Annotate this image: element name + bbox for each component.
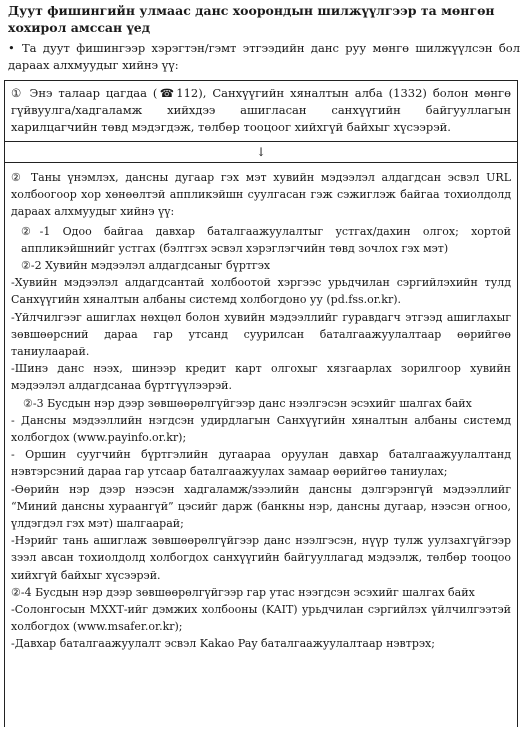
list-item: - Оршин суугчийн бүртгэлийн дугаараа оруулан давхар баталгаажуулалтанд нэвтэрсэний дараа гар утсаар баталгаажуулах замаар өөрийгөө таниулах; — [11, 448, 511, 479]
down-arrow-icon: ↓ — [4, 142, 518, 162]
page-title: Дуут фишингийн улмаас данс хоорондын шилжүүлгээр та мөнгөн хохирол амссан үед — [8, 3, 495, 35]
intro-text: Та дуут фишингээр хэрэгтэн/гэмт этгээдийн данс руу мөнгө шилжүүлсэн бол дараах алхмуудыг хийнэ үү: — [8, 41, 520, 72]
step1-text: ① Энэ талаар цагдаа (☎112), Санхүүгийн хяналтын алба (1332) болон мөнгө гүйвуулга/хадгаламж хийхдээ ашигласан санхүүгийн байгууллагын харилцагчийн төвд мэдэгдэж, төлбөр тооцоог хийхгүй байхыг хүсээрэй. — [11, 86, 511, 134]
intro-paragraph — [8, 40, 520, 74]
step2-1-heading: ②-1 Одоо байгаа давхар баталгаажуулалтыг устгах/дахин олгох; хортой аппликэйшнийг устгах (бэлтгэх эсвэл хэрэглэгчийн төвд зочлох гэх мэт) — [21, 224, 511, 255]
bullet-icon: • — [8, 41, 15, 55]
list-item: -Нэрийг тань ашиглаж зөвшөөрөлгүйгээр данс нээлгэсэн, нүүр тулж уулзахгүйгээр зээл авсан тохиолдолд холбогдох санхүүгийн байгууллагад мэдээлж, төлбөр тооцоо хийхгүй байхыг хүсээрэй. — [11, 534, 511, 582]
step2-2-heading: ②-2 Хувийн мэдээлэл алдагдсаныг бүртгэх — [21, 259, 271, 273]
list-item: - Дансны мэдээллийн нэгдсэн удирдлагын Санхүүгийн хяналтын албаны системд холбогдох (www.payinfo.or.kr); — [11, 413, 511, 445]
list-item: -Хувийн мэдээлэл алдагдсантай холбоотой хэргээс урьдчилан сэргийлэхийн тулд Санхүүгийн хяналтын албаны системд холбогдоно уу (pd.fss.or.kr). — [11, 276, 511, 307]
step1-box — [4, 80, 518, 142]
step2-intro: ② Таны үнэмлэх, дансны дугаар гэх мэт хувийн мэдээлэл алдагдсан эсвэл URL холбоогоор хор хөнөөлтэй аппликэйшн суулгасан гэж сэжиглэж байгаа тохиолдолд дараах алхмуудыг хийнэ үү: — [11, 171, 511, 219]
list-item: -Давхар баталгаажуулалт эсвэл Kakao Pay баталгаажуулалтаар нэвтрэх; — [11, 637, 435, 651]
list-item: -Шинэ данс нээх, шинээр кредит карт олгохыг хязгаарлах зорилгоор хувийн мэдээлэл алдагдсанаа бүртгүүлээрэй. — [11, 362, 511, 393]
list-item: -Үйлчилгээг ашиглах нөхцөл болон хувийн мэдээллийг гуравдагч этгээд ашиглахыг зөвшөөрсний дараа гар утсанд суурилсан баталгаажуулалтаар өөрийгөө таниулаарай. — [11, 310, 511, 359]
step2-3-heading: ②-3 Бусдын нэр дээр зөвшөөрөлгүйгээр данс нээлгэсэн эсэхийг шалгах байх — [23, 396, 472, 410]
list-item: -Өөрийн нэр дээр нээсэн хадгаламж/зээлийн дансны дэлгэрэнгүй мэдээллийг “Миний дансны хураангүй” цэсийг дарж (банкны нэр, дансны дугаар, нээсэн огноо, үлдэгдэл гэх мэт) шалгаарай; — [11, 482, 511, 531]
list-item: -Солонгосын МХХТ-ийг дэмжих холбооны (KAIT) урьдчилан сэргийлэх үйлчилгээтэй холбогдох (www.msafer.or.kr); — [11, 603, 511, 634]
step2-box — [4, 162, 518, 727]
step2-4-heading: ②-4 Бусдын нэр дээр зөвшөөрөлгүйгээр гар утас нээгдсэн эсэхийг шалгах байх — [11, 585, 475, 599]
